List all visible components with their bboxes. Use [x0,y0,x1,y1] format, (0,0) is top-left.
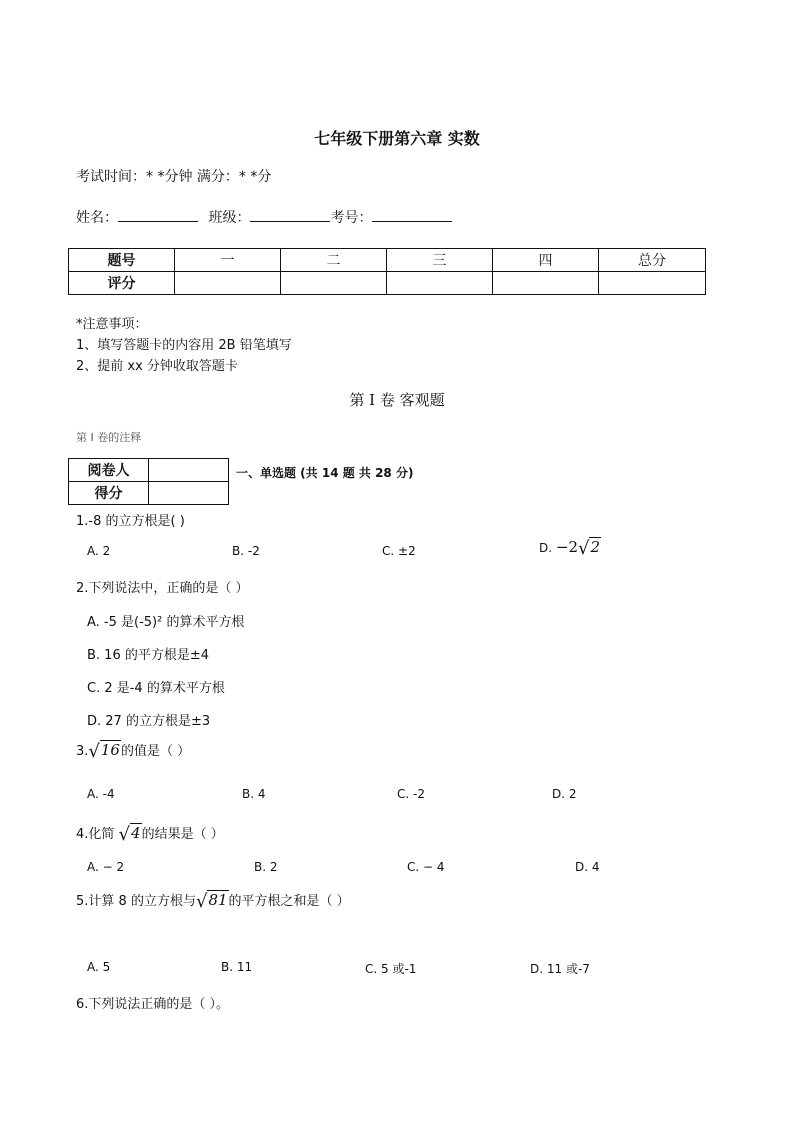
score-cell[interactable] [387,272,493,295]
grader-label: 阅卷人 [69,459,149,482]
option-d[interactable]: D. 11 或-7 [530,962,590,976]
name-label: 姓名： [76,210,118,226]
option-d-label: D. [539,541,556,555]
option-b[interactable]: B. -2 [232,544,260,558]
score-table-header-cell: 三 [387,249,493,272]
score-cell[interactable] [493,272,599,295]
sqrt-sixteen: √16 [88,741,120,762]
question-stem: 2.下列说法中，正确的是（ ） [76,581,249,596]
option-c[interactable]: C. − 4 [407,860,445,874]
score-cell[interactable] [281,272,387,295]
score-label: 得分 [69,482,149,505]
note-item: 2、提前 xx 分钟收取答题卡 [76,359,238,374]
number-field[interactable] [372,207,452,222]
question-stem: 1.-8 的立方根是( ) [76,514,185,529]
option-d[interactable]: D. 27 的立方根是±3 [87,714,211,729]
score-table-header-cell: 题号 [69,249,175,272]
option-d[interactable] [539,538,601,559]
score-input-cell[interactable] [149,482,229,505]
question-stem: 4.化简 √4的结果是（ ） [76,824,224,845]
score-table-header-row [69,249,706,272]
option-d[interactable]: D. 2 [552,787,577,801]
question-stem: 5.计算 8 的立方根与√81的平方根之和是（ ） [76,891,350,912]
neg-two-root-two: −2√2 [555,538,601,559]
score-table-header-cell: 四 [493,249,599,272]
exam-time-info: 考试时间：* *分钟 满分：* *分 [76,169,272,185]
class-field[interactable] [250,207,330,222]
score-row-label: 评分 [69,272,175,295]
question-stem: 6.下列说法正确的是（ ）。 [76,997,230,1012]
student-info-line [76,207,452,227]
score-table-score-row [69,272,706,295]
option-a[interactable]: A. − 2 [87,860,125,874]
option-c[interactable]: C. 2 是-4 的算术平方根 [87,681,225,696]
score-cell[interactable] [599,272,706,295]
notes-heading: *注意事项： [76,317,148,332]
option-a[interactable]: A. 2 [87,544,111,558]
score-cell[interactable] [175,272,281,295]
grader-table [68,458,229,505]
sqrt-eighty-one: √81 [195,891,228,912]
grader-cell[interactable] [149,459,229,482]
score-table-header-cell: 一 [175,249,281,272]
name-field[interactable] [118,207,198,222]
page-title: 七年级下册第六章 实数 [314,129,480,148]
section-title: 第 I 卷 客观题 [349,391,445,409]
class-label: 班级： [208,210,251,226]
section-comment: 第 I 卷的注释 [76,431,142,444]
option-b[interactable]: B. 16 的平方根是±4 [87,648,210,663]
option-c[interactable]: C. ±2 [382,544,416,558]
option-d[interactable]: D. 4 [575,860,600,874]
part-title: 一、单选题 (共 14 题 共 28 分) [236,466,414,480]
note-item: 1、填写答题卡的内容用 2B 铅笔填写 [76,338,292,353]
option-b[interactable]: B. 2 [254,860,278,874]
option-a[interactable]: A. 5 [87,960,111,974]
option-b[interactable]: B. 11 [221,960,253,974]
option-a[interactable]: A. -4 [87,787,115,801]
score-table [68,248,706,295]
question-stem: 3.√16的值是（ ） [76,741,191,762]
option-c[interactable]: C. 5 或-1 [365,962,417,976]
number-label: 考号： [330,210,373,226]
score-table-header-cell: 二 [281,249,387,272]
option-c[interactable]: C. -2 [397,787,425,801]
option-a[interactable]: A. -5 是(-5)² 的算术平方根 [87,615,245,630]
option-b[interactable]: B. 4 [242,787,266,801]
score-table-header-cell: 总分 [599,249,706,272]
sqrt-four: √4 [118,824,141,845]
